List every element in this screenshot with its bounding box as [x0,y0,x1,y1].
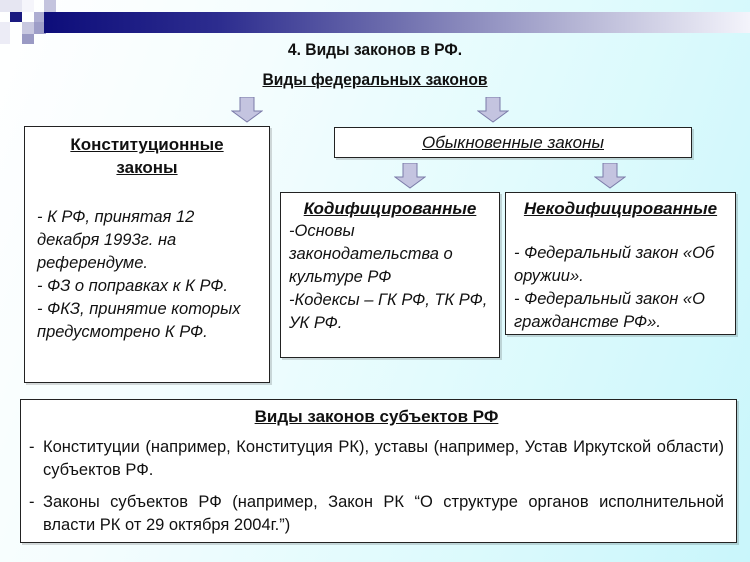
uncodified-heading: Некодифицированные [523,199,718,218]
list-item-dash: - [29,493,35,511]
list-item [29,436,724,482]
subject-laws-heading: Виды законов субъектов РФ [254,407,499,426]
list-item-text: Законы субъектов РФ (например, Закон РК “О структуре органов исполнительной власти РК от 29 октября 2004г.”) [43,493,724,534]
constitutional-list [35,206,259,344]
list-item-dash: - [29,438,35,456]
list-item [29,491,724,537]
list-item: - Федеральный закон «Об оружии». [514,244,715,285]
codified-laws-box [280,192,500,358]
arrow-down-icon [477,97,509,123]
arrow-down-icon [231,97,263,123]
constitutional-heading-line2: законы [116,158,178,177]
list-item: -Кодексы – ГК РФ, ТК РФ, УК РФ. [289,291,488,332]
codified-heading: Кодифицированные [303,199,477,218]
ordinary-heading: Обыкновенные законы [422,133,604,152]
uncodified-laws-box [505,192,736,335]
uncodified-list [514,242,727,334]
subject-laws-list [29,436,724,537]
list-item: - К РФ, принятая 12 декабря 1993г. на референдуме. [37,208,195,272]
constitutional-heading-line1: Конституционные [70,135,224,154]
list-item: - ФКЗ, принятие которых предусмотрено К РФ. [37,300,241,341]
list-item: - Федеральный закон «О гражданстве РФ». [514,290,705,331]
list-item-text: Конституции (например, Конституция РК), уставы (например, Устав Иркутской области) субъектов РФ. [43,438,724,479]
constitutional-laws-box [24,126,270,383]
list-item: - ФЗ о поправках к К РФ. [37,277,228,295]
header-bar [44,12,750,33]
codified-list [289,220,491,335]
constitutional-heading [35,133,259,179]
arrow-down-icon [594,163,626,189]
list-item: -Основы законодательства о культуре РФ [289,222,453,286]
ordinary-laws-box [334,127,692,158]
slide-title: 4. Виды законов в РФ. [287,40,463,59]
arrow-down-icon [394,163,426,189]
subject-laws-box [20,399,737,543]
slide-subtitle: Виды федеральных законов [262,70,488,89]
